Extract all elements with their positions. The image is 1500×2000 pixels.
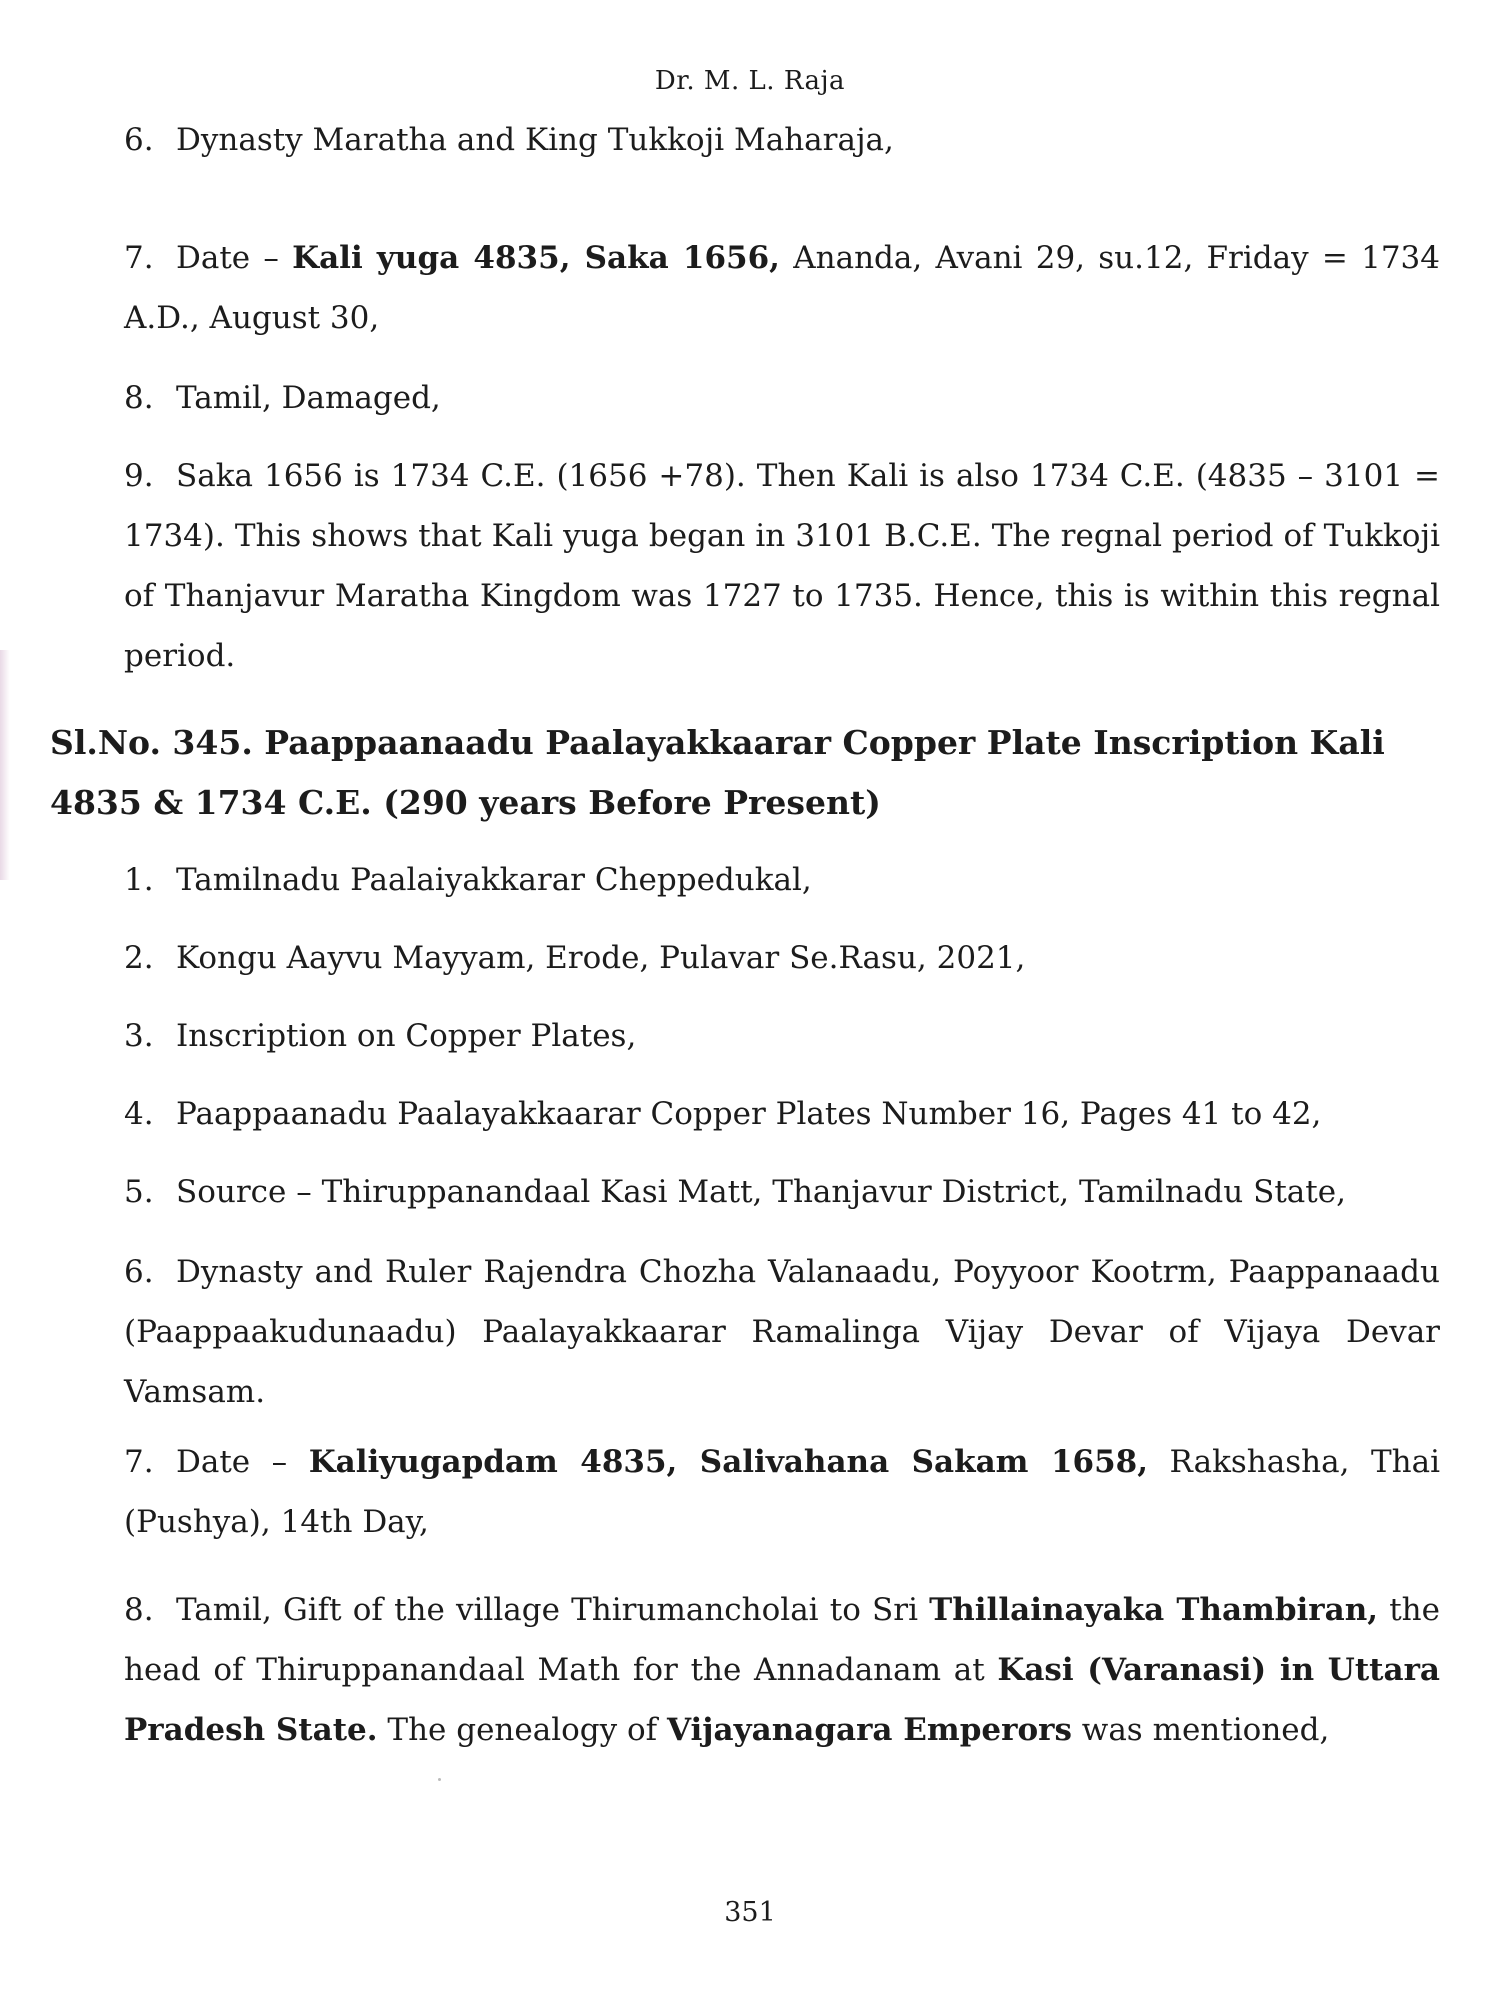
item-number: 8. <box>124 1592 154 1628</box>
item-number: 2. <box>124 940 154 976</box>
scan-speck <box>438 1778 441 1781</box>
item-number: 7. <box>124 240 154 276</box>
list-item-9 <box>124 446 1440 686</box>
list-item-7 <box>124 228 1440 348</box>
item-text: The genealogy of <box>377 1712 668 1748</box>
list-item-2 <box>124 928 1440 988</box>
item-text: Tamil, Damaged, <box>176 380 441 416</box>
section-heading: Sl.No. 345. Paappaanaadu Paalayakkaarar Copper Plate Inscription Kali 4835 & 1734 C.E. (290 years Before Present) <box>50 723 1385 822</box>
item-text: the head of Thiruppanandaal Math for the Annadanam at <box>124 1592 1440 1688</box>
list-item-8 <box>124 368 1440 428</box>
item-number: 6. <box>124 122 154 158</box>
list-item-6 <box>124 110 1440 170</box>
item-text: Date – <box>176 240 293 276</box>
list-item-6b <box>124 1242 1440 1422</box>
page-number: 351 <box>724 1897 776 1928</box>
item-text: Paappaanadu Paalayakkaarar Copper Plates Number 16, Pages 41 to 42, <box>176 1096 1322 1132</box>
item-text: was mentioned, <box>1071 1712 1330 1748</box>
item-number: 6. <box>124 1254 154 1290</box>
item-number: 7. <box>124 1444 154 1480</box>
list-item-5 <box>124 1162 1440 1222</box>
item-text: Source – Thiruppanandaal Kasi Matt, Thanjavur District, Tamilnadu State, <box>176 1174 1346 1210</box>
running-header: Dr. M. L. Raja <box>654 66 846 96</box>
list-item-1 <box>124 850 1440 910</box>
item-text: Saka 1656 is 1734 C.E. (1656 +78). Then Kali is also 1734 C.E. (4835 – 3101 = 1734). This shows that Kali yuga began in 3101 B.C.E. The regnal period of Tukkoji of Thanjavur Maratha Kingdom was 1727 to 1735. Hence, this is within this regnal period. <box>124 458 1440 674</box>
item-text: Dynasty Maratha and King Tukkoji Maharaja, <box>176 122 894 158</box>
item-number: 1. <box>124 862 154 898</box>
item-text: Dynasty and Ruler Rajendra Chozha Valanaadu, Poyyoor Kootrm, Paappanaadu (Paappaakudunaadu) Paalayakkaarar Ramalinga Vijay Devar of Vijaya Devar Vamsam. <box>124 1254 1440 1410</box>
item-bold-text: Kasi (Varanasi) in Uttara Pradesh State. <box>124 1652 1440 1748</box>
item-number: 9. <box>124 458 154 494</box>
item-text: Ananda, Avani 29, su.12, Friday = 1734 A.D., August 30, <box>124 240 1440 336</box>
item-text: Kongu Aayvu Mayyam, Erode, Pulavar Se.Rasu, 2021, <box>176 940 1026 976</box>
item-bold-text: Vijayanagara Emperors <box>667 1712 1072 1748</box>
item-number: 4. <box>124 1096 154 1132</box>
list-item-4 <box>124 1084 1440 1144</box>
item-number: 8. <box>124 380 154 416</box>
item-text: Inscription on Copper Plates, <box>176 1018 637 1054</box>
item-bold-text: Kali yuga 4835, Saka 1656, <box>292 240 780 276</box>
item-text: Tamil, Gift of the village Thirumancholai to Sri <box>176 1592 930 1628</box>
item-bold-text: Kaliyugapdam 4835, Salivahana Sakam 1658, <box>308 1444 1149 1480</box>
item-text: Date – <box>176 1444 309 1480</box>
item-text: Tamilnadu Paalaiyakkarar Cheppedukal, <box>176 862 812 898</box>
list-item-7b <box>124 1432 1440 1552</box>
item-number: 3. <box>124 1018 154 1054</box>
list-item-8b <box>124 1580 1440 1760</box>
item-bold-text: Thillainayaka Thambiran, <box>929 1592 1379 1628</box>
list-item-3 <box>124 1006 1440 1066</box>
item-number: 5. <box>124 1174 154 1210</box>
scan-edge-shadow <box>0 650 10 880</box>
item-text: Rakshasha, Thai (Pushya), 14th Day, <box>124 1444 1440 1540</box>
